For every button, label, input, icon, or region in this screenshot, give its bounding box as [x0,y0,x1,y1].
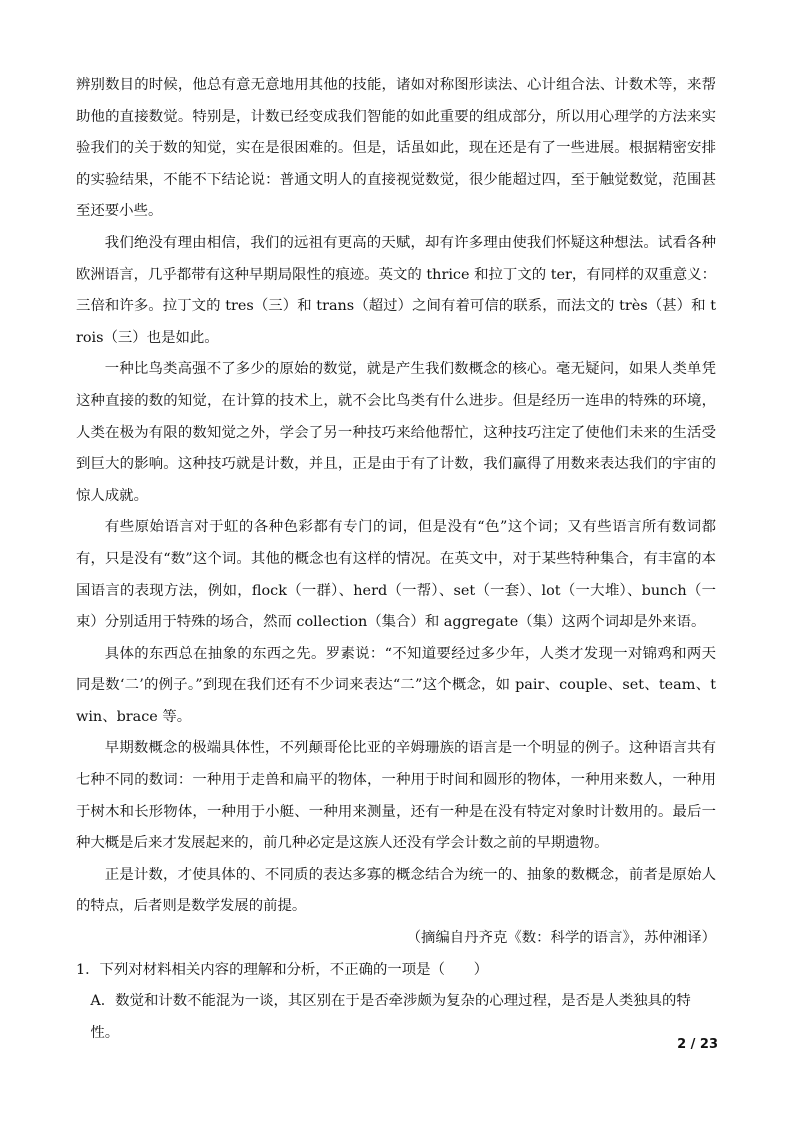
question-1: 1．下列对材料相关内容的理解和分析，不正确的一项是（ ） [76,961,489,978]
paragraph-7: 正是计数，才使具体的、不同质的表达多寡的概念结合为统一的、抽象的数概念，前者是原始人的特点，后者则是数学发展的前提。 [76,866,716,915]
paragraph-4: 有些原始语言对于虹的各种色彩都有专门的词，但是没有“色”这个词；又有些语言所有数词都有，只是没有“数”这个词。其他的概念也有这样的情况。在英文中，对于某些特种集合，有丰富的本国语言的表现方法，例如，flock（一群）、herd（一帮）、set（一套）、lot（一大堆）、bunch（一束）分别适用于特殊的场合，然而 collection（集合）和 aggregate（集）这两个词却是外来语。 [76,519,716,631]
source-citation: （摘编自丹齐克《数：科学的语言》，苏仲湘译） [406,930,716,947]
document-body [76,70,716,1049]
paragraph-3: 一种比鸟类高强不了多少的原始的数觉，就是产生我们数概念的核心。毫无疑问，如果人类单凭这种直接的数的知觉，在计算的技术上，就不会比鸟类有什么进步。但是经历一连串的特殊的环境，人类在极为有限的数知觉之外，学会了另一种技巧来给他帮忙，这种技巧注定了使他们未来的生活受到巨大的影响。这种技巧就是计数，并且，正是由于有了计数，我们赢得了用数来表达我们的宇宙的惊人成就。 [76,361,716,504]
page-number: 2 / 23 [677,1037,718,1052]
paragraph-1: 辨别数目的时候，他总有意无意地用其他的技能，诸如对称图形读法、心计组合法、计数术等，来帮助他的直接数觉。特别是，计数已经变成我们智能的如此重要的组成部分，所以用心理学的方法来实验我们的关于数的知觉，实在是很困难的。但是，话虽如此，现在还是有了一些进展。根据精密安排的实验结果，不能不下结论说：普通文明人的直接视觉数觉，很少能超过四，至于触觉数觉，范围甚至还要小些。 [76,77,716,220]
paragraph-2: 我们绝没有理由相信，我们的远祖有更高的天赋，却有许多理由使我们怀疑这种想法。试看各种欧洲语言，几乎都带有这种早期局限性的痕迹。英文的 thrice 和拉丁文的 ter，有同样的双重意义：三倍和许多。拉丁文的 tres（三）和 trans（超过）之间有着可信的联系，而法文的 très（甚）和 trois（三）也是如此。 [76,234,716,346]
paragraph-6: 早期数概念的极端具体性，不列颠哥伦比亚的辛姆珊族的语言是一个明显的例子。这种语言共有七种不同的数词：一种用于走兽和扁平的物体，一种用于时间和圆形的物体，一种用来数人，一种用于树木和长形物体，一种用于小艇、一种用来测量，还有一种是在没有特定对象时计数用的。最后一种大概是后来才发展起来的，前几种必定是这族人还没有学会计数之前的早期遗物。 [76,740,716,852]
option-a: A．数觉和计数不能混为一谈，其区别在于是否牵涉颇为复杂的心理过程，是否是人类独具的特性。 [90,993,691,1041]
paragraph-5: 具体的东西总在抽象的东西之先。罗素说：“不知道要经过多少年，人类才发现一对锦鸡和两天同是数‘二’的例子。”到现在我们还有不少词来表达“二”这个概念，如 pair、couple、set、team、twin、brace 等。 [76,645,716,725]
